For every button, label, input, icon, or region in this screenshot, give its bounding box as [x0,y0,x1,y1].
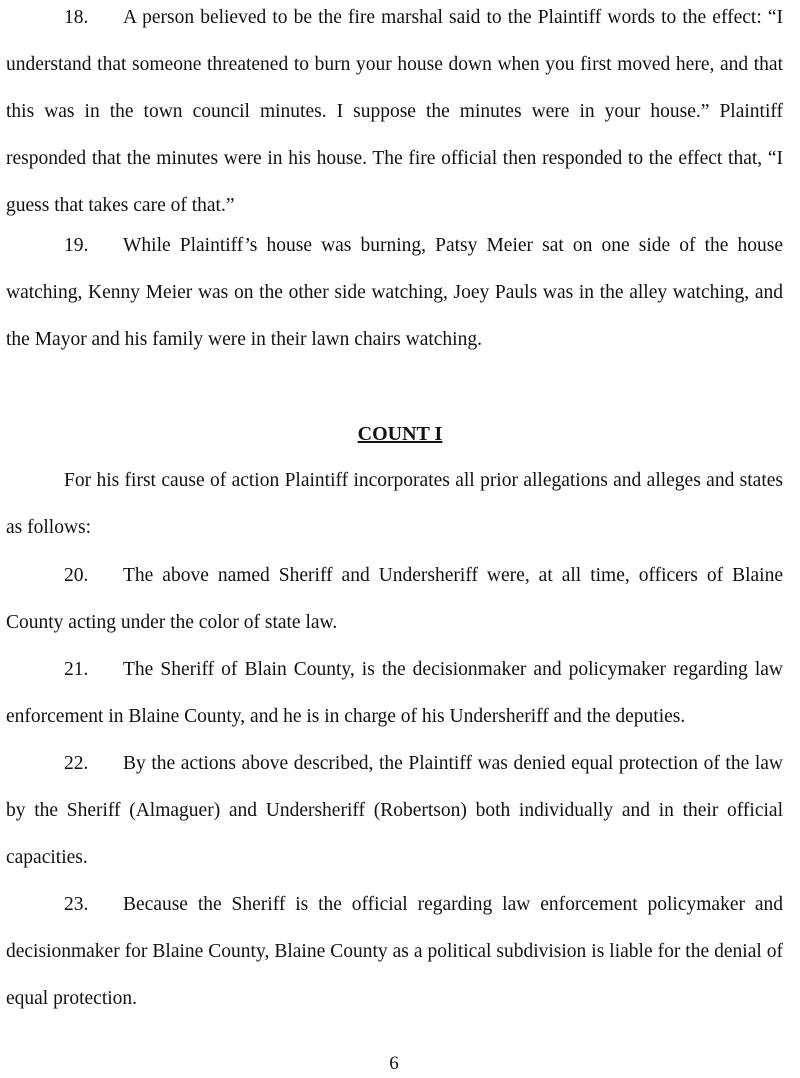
intro-paragraph: For his first cause of action Plaintiff incorporates all prior allegations and alleges and states as follows: [6,470,783,538]
paragraph-text: By the actions above described, the Plaintiff was denied equal protection of the law by the Sheriff (Almaguer) and Undersheriff (Robertson) both individually and in their official capacities. [6,753,783,868]
paragraph-number: 23. [64,894,89,915]
paragraph-number: 18. [64,7,89,28]
paragraph-number: 20. [64,565,89,586]
paragraph-22 [6,740,783,881]
page-number: 6 [389,1053,399,1074]
paragraph-20 [6,552,783,646]
paragraph-number: 21. [64,659,89,680]
paragraph-number: 22. [64,753,89,774]
paragraph-text: Because the Sheriff is the official regarding law enforcement policymaker and decisionmaker for Blaine County, Blaine County as a political subdivision is liable for the denial of equal protection. [6,894,783,1009]
paragraph-19 [6,222,783,363]
paragraph-text: The above named Sheriff and Undersheriff were, at all time, officers of Blaine County acting under the color of state law. [6,565,783,633]
paragraph-18 [6,0,783,229]
paragraph-text: The Sheriff of Blain County, is the decisionmaker and policymaker regarding law enforcement in Blaine County, and he is in charge of his Undersheriff and the deputies. [6,659,783,727]
paragraph-21 [6,646,783,740]
section-heading: COUNT I [357,423,443,445]
paragraph-number: 19. [64,235,89,256]
paragraph-23 [6,881,783,1022]
paragraph-text: A person believed to be the fire marshal said to the Plaintiff words to the effect: “I understand that someone threatened to burn your house down when you first moved here, and that this was in the town council minutes. I suppose the minutes were in your house.” Plaintiff responded that the minutes were in his house. The fire official then responded to the effect that, “I guess that takes care of that.” [6,7,783,216]
paragraph-text: While Plaintiff’s house was burning, Patsy Meier sat on one side of the house watching, Kenny Meier was on the other side watching, Joey Pauls was in the alley watching, and the Mayor and his family were in their lawn chairs watching. [6,235,783,350]
